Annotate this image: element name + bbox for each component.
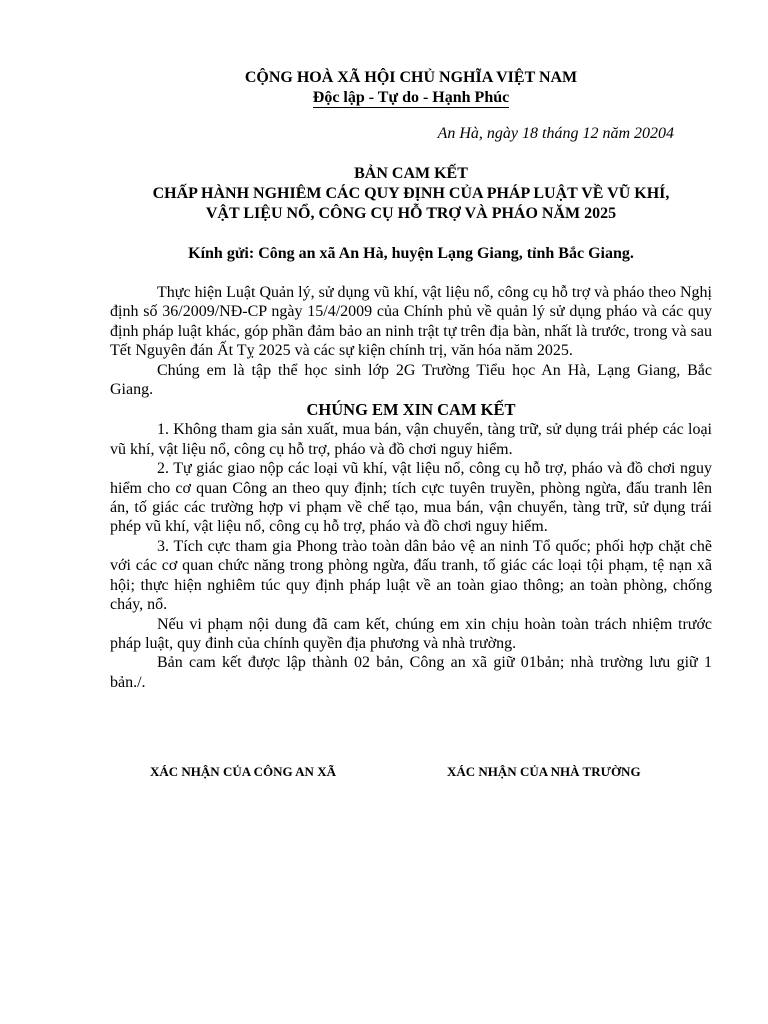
date-line: An Hà, ngày 18 tháng 12 năm 20204 xyxy=(437,125,674,142)
document-title: BẢN CAM KẾT xyxy=(354,165,468,182)
commit-heading: CHÚNG EM XIN CAM KẾT xyxy=(306,400,516,420)
responsibility-paragraph: Nếu vi phạm nội dung đã cam kết, chúng em xin chịu hoàn toàn trách nhiệm trước pháp luật, quy đinh của chính quyền địa phương và nhà trường. xyxy=(110,615,712,652)
motto-wrap xyxy=(110,88,712,108)
who-paragraph: Chúng em là tập thể học sinh lớp 2G Trường Tiểu học An Hà, Lạng Giang, Bắc Giang. xyxy=(110,361,712,399)
signature-block xyxy=(110,764,712,784)
document-subtitle-line2: VẬT LIỆU NỔ, CÔNG CỤ HỖ TRỢ VÀ PHÁO NĂM 2025 xyxy=(205,205,617,222)
document-subtitle-line1: CHẤP HÀNH NGHIÊM CÁC QUY ĐỊNH CỦA PHÁP LUẬT VỀ VŨ KHÍ, xyxy=(152,185,670,202)
signature-school: XÁC NHẬN CỦA NHÀ TRƯỜNG xyxy=(447,764,641,779)
signature-police: XÁC NHẬN CỦA CÔNG AN XÃ xyxy=(150,764,336,779)
document-page xyxy=(110,68,712,692)
recipient-line: Kính gửi: Công an xã An Hà, huyện Lạng Giang, tỉnh Bắc Giang. xyxy=(188,245,634,262)
commit-item-2: 2. Tự giác giao nộp các loại vũ khí, vật liệu nổ, công cụ hỗ trợ, pháo và đồ chơi nguy hiểm cho cơ quan Công an theo quy định; tích cực tuyên truyền, phòng ngừa, đấu tranh lên án, tố giác các trường hợp vi phạm về chế tạo, mua bán, vận chuyển, tàng trữ, sử dụng trái phép vũ khí, vật liệu nổ, công cụ hỗ trợ, pháo và đồ chơi nguy hiểm. xyxy=(110,460,712,536)
nation-header: CỘNG HOÀ XÃ HỘI CHỦ NGHĨA VIỆT NAM xyxy=(244,69,578,86)
commit-item-3: 3. Tích cực tham gia Phong trào toàn dân bảo vệ an ninh Tổ quốc; phối hợp chặt chẽ với các cơ quan chức năng trong phòng ngừa, đấu tranh, tố giác các loại tội phạm, tệ nạn xã hội; thực hiện nghiêm túc quy định pháp luật về an toàn giao thông; an toàn phòng, chống cháy, nổ. xyxy=(110,537,712,614)
commit-item-1: 1. Không tham gia sản xuất, mua bán, vận chuyển, tàng trữ, sử dụng trái phép các loại vũ khí, vật liệu nổ, công cụ hỗ trợ, pháo và đồ chơi nguy hiểm. xyxy=(110,421,712,458)
copies-paragraph: Bản cam kết được lập thành 02 bản, Công an xã giữ 01bản; nhà trường lưu giữ 1 bản./. xyxy=(110,654,712,691)
motto: Độc lập - Tự do - Hạnh Phúc xyxy=(312,89,510,106)
intro-paragraph: Thực hiện Luật Quản lý, sử dụng vũ khí, vật liệu nổ, công cụ hỗ trợ và pháo theo Nghị định số 36/2009/NĐ-CP ngày 15/4/2009 của Chính phủ về quản lý sử dụng pháo và các quy định pháp luật khác, góp phần đảm bảo an ninh trật tự trên địa bàn, nhất là trước, trong và sau Tết Nguyên đán Ất Tỵ 2025 và các sự kiện chính trị, văn hóa năm 2025. xyxy=(110,284,712,360)
